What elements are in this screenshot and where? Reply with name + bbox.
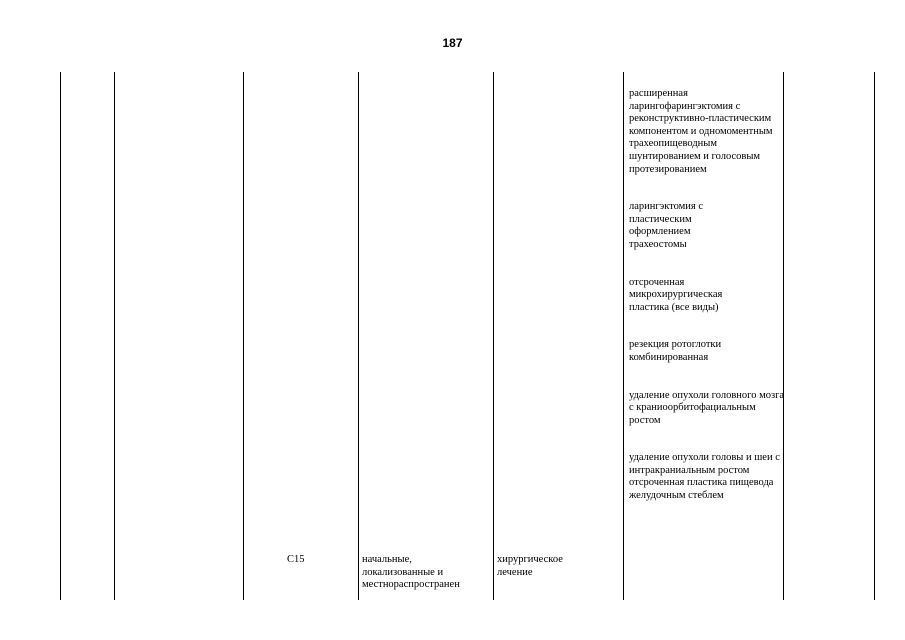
procedure-text: отсроченная пластика пищевода желудочным стеблем xyxy=(629,477,774,502)
column-divider-4 xyxy=(493,72,494,600)
column-divider-5 xyxy=(623,72,624,600)
procedure-text: отсроченная микрохирургическая пластика (все виды) xyxy=(629,276,723,313)
procedure-text: ларингэктомия с пластическим оформлением трахеостомы xyxy=(629,201,704,250)
treatment-type-cell: хирургическое лечение xyxy=(497,554,563,578)
procedure-text: удаление опухоли головного мозга с краниоорбитофациальным ростом xyxy=(629,389,785,426)
column-divider-1 xyxy=(114,72,115,600)
column-divider-2 xyxy=(243,72,244,600)
procedure-text: расширенная ларингофарингэктомия с реконструктивно-пластическим компонентом и одномоментным трахеопищеводным шунтированием и голосовым протезированием xyxy=(629,88,773,175)
procedure-text: резекция ротоглотки комбинированная xyxy=(629,339,722,363)
procedure-text: удаление опухоли головы и шеи с интракраниальным ростом xyxy=(629,452,780,476)
procedures-cell xyxy=(629,88,785,503)
page-number: 187 xyxy=(442,36,463,50)
model-cell: начальные, локализованные и местнораспространен xyxy=(362,554,460,591)
code-cell: C15 xyxy=(287,554,305,565)
column-divider-3 xyxy=(358,72,359,600)
table-border-right xyxy=(874,72,875,600)
table-border-left xyxy=(60,72,61,600)
